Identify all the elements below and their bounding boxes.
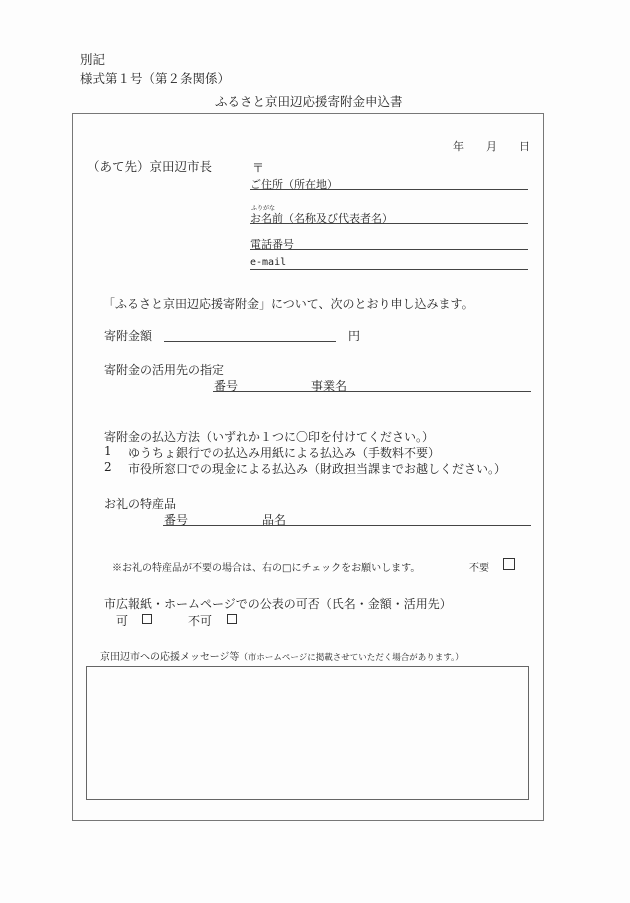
- gift-label: お礼の特産品: [104, 497, 177, 511]
- gift-unneeded-label: 不要: [469, 563, 489, 574]
- usage-project-label: 事業名: [311, 379, 348, 393]
- publication-deny-checkbox[interactable]: [227, 614, 237, 624]
- payment-option-2[interactable]: 市役所窓口での現金による払込み（財政担当課までお越しください。）: [128, 462, 507, 476]
- message-label-main: 京田辺市への応援メッセージ等: [100, 652, 240, 663]
- address-field[interactable]: [250, 189, 528, 190]
- email-label: e-mail: [250, 257, 287, 268]
- furigana-label: ふりがな: [251, 205, 276, 212]
- amount-field[interactable]: [164, 341, 336, 342]
- address-label: ご住所（所在地）: [250, 178, 338, 191]
- publication-allow-label: 可: [116, 614, 129, 628]
- gift-item-label: 品名: [262, 513, 287, 527]
- postal-mark: 〒: [252, 161, 265, 175]
- message-label: [100, 648, 464, 663]
- name-label: お名前（名称及び代表者名）: [250, 212, 393, 225]
- payment-label: 寄附金の払込方法（いずれか１つに〇印を付けてください。）: [104, 430, 435, 444]
- gift-number-label: 番号: [164, 513, 189, 527]
- amount-unit: 円: [348, 329, 361, 343]
- date-day-label: 日: [519, 140, 530, 153]
- email-field[interactable]: [250, 269, 528, 270]
- name-field[interactable]: [250, 223, 528, 224]
- phone-label: 電話番号: [250, 238, 294, 251]
- addressee: （あて先）京田辺市長: [87, 159, 213, 174]
- date-month-label: 月: [486, 140, 497, 153]
- usage-field[interactable]: [213, 391, 531, 392]
- publication-deny-label: 不可: [188, 614, 213, 628]
- intro-text: 「ふるさと京田辺応援寄附金」について、次のとおり申し込みます。: [103, 297, 474, 311]
- payment-option-2-number: 2: [104, 460, 112, 474]
- payment-option-1-number: 1: [104, 444, 112, 458]
- appendix-label: 別記: [80, 52, 106, 67]
- date-year-label: 年: [453, 140, 464, 153]
- publication-label: 市広報紙・ホームページでの公表の可否（氏名・金額・活用先）: [104, 597, 452, 611]
- gift-unneeded-checkbox[interactable]: [503, 558, 515, 570]
- payment-option-1[interactable]: ゆうちょ銀行での払込み用紙による払込み（手数料不要）: [128, 446, 441, 460]
- publication-allow-checkbox[interactable]: [142, 614, 152, 624]
- form-number: 様式第１号（第２条関係）: [80, 71, 231, 86]
- phone-field[interactable]: [250, 249, 528, 250]
- gift-note: ※お礼の特産品が不要の場合は、右の□にチェックをお願いします。: [112, 563, 421, 574]
- usage-number-label: 番号: [214, 379, 239, 393]
- message-label-note: （市ホームページに掲載させていただく場合があります。）: [239, 653, 464, 663]
- gift-field[interactable]: [163, 525, 531, 526]
- message-textarea[interactable]: [86, 666, 529, 800]
- amount-label: 寄附金額: [104, 329, 153, 343]
- form-title: ふるさと京田辺応援寄附金申込書: [215, 94, 403, 109]
- usage-label: 寄附金の活用先の指定: [104, 363, 225, 377]
